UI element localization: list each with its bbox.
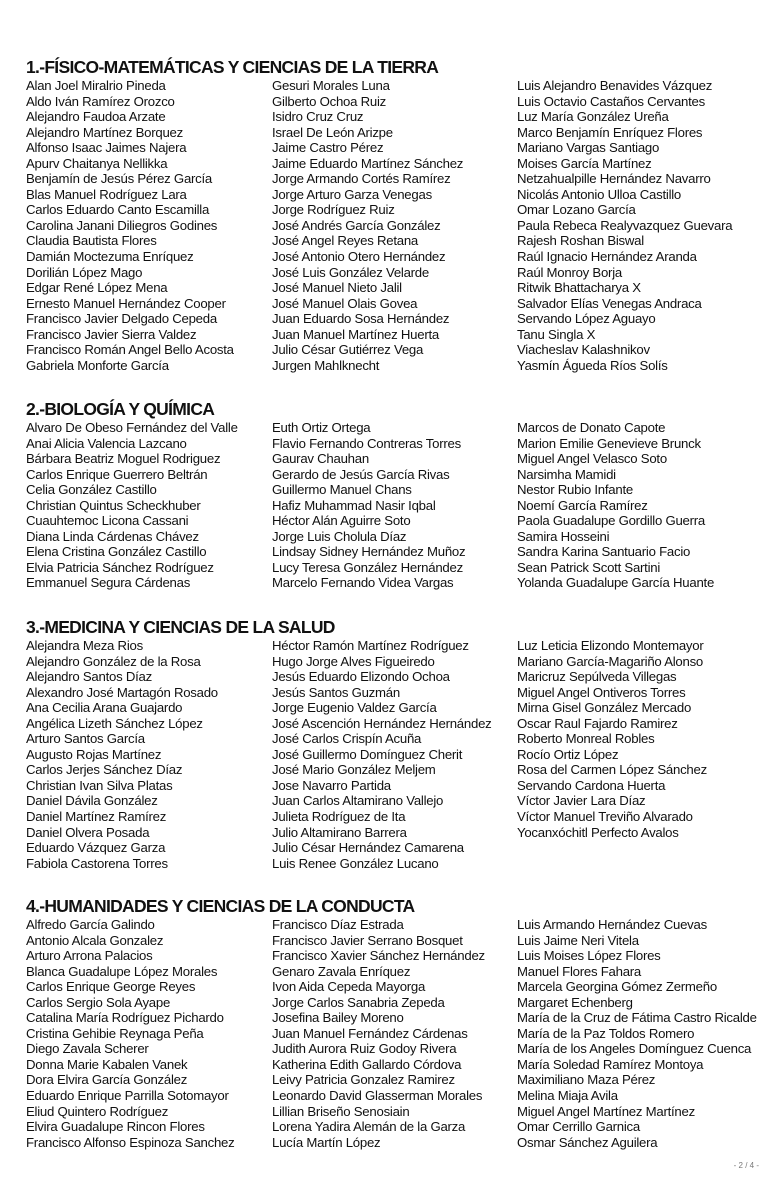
name-entry: Tanu Singla X — [517, 326, 596, 342]
name-entry: Rajesh Roshan Biswal — [517, 233, 644, 249]
name-entry: Isidro Cruz Cruz — [272, 109, 364, 125]
name-entry: Héctor Ramón Martínez Rodríguez — [272, 638, 469, 653]
name-entry: Elena Cristina González Castillo — [26, 544, 207, 560]
name-entry: Bárbara Beatriz Moguel Rodriguez — [26, 451, 221, 467]
name-entry: Paula Rebeca Realyvazquez Guevara — [517, 217, 733, 233]
name-entry: Julio Altamirano Barrera — [272, 824, 407, 840]
name-entry: Jose Navarro Partida — [272, 777, 391, 793]
names-column-2 — [272, 638, 492, 871]
section-title: 3.-MEDICINA Y CIENCIAS DE LA SALUD — [26, 617, 335, 637]
name-entry: Carlos Enrique Guerrero Beltrán — [26, 466, 208, 482]
name-entry: Jorge Carlos Sanabria Zepeda — [272, 994, 445, 1010]
name-entry: Salvador Elías Venegas Andraca — [517, 295, 702, 311]
name-entry: Leonardo David Glasserman Morales — [272, 1088, 483, 1104]
name-entry: Margaret Echenberg — [517, 994, 633, 1010]
name-entry: Christian Quintus Scheckhuber — [26, 497, 201, 513]
names-column-3 — [517, 78, 732, 373]
name-entry: Katherina Edith Gallardo Córdova — [272, 1056, 462, 1072]
name-entry: Omar Lozano García — [517, 202, 636, 218]
name-entry: Paola Guadalupe Gordillo Guerra — [517, 513, 705, 529]
name-entry: Daniel Dávila González — [26, 793, 158, 809]
name-entry: Julieta Rodríguez de Ita — [272, 809, 406, 825]
name-entry: Apurv Chaitanya Nellikka — [26, 155, 168, 171]
name-entry: Emmanuel Segura Cárdenas — [26, 575, 191, 591]
name-entry: Fabiola Castorena Torres — [26, 855, 168, 871]
name-entry: Aldo Iván Ramírez Orozco — [26, 93, 175, 109]
names-column-3 — [517, 420, 714, 591]
name-entry: Melina Miaja Avila — [517, 1088, 618, 1104]
name-entry: María Soledad Ramírez Montoya — [517, 1056, 704, 1072]
page-number: - 2 / 4 - — [733, 1161, 759, 1170]
name-entry: María de los Angeles Domínguez Cuenca — [517, 1041, 752, 1057]
name-entry: Anai Alicia Valencia Lazcano — [26, 435, 187, 451]
name-entry: Alejandro González de la Rosa — [26, 653, 201, 669]
name-entry: Juan Eduardo Sosa Hernández — [272, 311, 450, 327]
name-entry: Francisco Román Angel Bello Acosta — [26, 342, 234, 358]
name-entry: Luz María González Ureña — [517, 109, 669, 125]
name-entry: Luis Armando Hernández Cuevas — [517, 917, 707, 932]
name-entry: Jorge Arturo Garza Venegas — [272, 186, 432, 202]
name-entry: Jurgen Mahlknecht — [272, 357, 380, 373]
name-entry: Noemí García Ramírez — [517, 497, 648, 513]
name-entry: Marcos de Donato Capote — [517, 420, 666, 435]
name-entry: Daniel Olvera Posada — [26, 824, 150, 840]
name-entry: Ritwik Bhattacharya X — [517, 280, 641, 296]
name-entry: Carolina Janani Diliegros Godines — [26, 217, 218, 233]
name-entry: Osmar Sánchez Aguilera — [517, 1134, 658, 1150]
name-entry: Moises García Martínez — [517, 155, 652, 171]
name-entry: José Ascención Hernández Hernández — [272, 715, 492, 731]
name-entry: Servando Cardona Huerta — [517, 777, 666, 793]
name-entry: Roberto Monreal Robles — [517, 731, 655, 747]
name-entry: Cristina Gehibie Reynaga Peña — [26, 1025, 204, 1041]
name-entry: Servando López Aguayo — [517, 311, 656, 327]
names-column-1 — [26, 78, 234, 373]
name-entry: José Manuel Nieto Jalil — [272, 280, 402, 296]
name-entry: Alejandra Meza Rios — [26, 638, 143, 653]
name-entry: Donna Marie Kabalen Vanek — [26, 1056, 188, 1072]
name-entry: Francisco Xavier Sánchez Hernández — [272, 948, 485, 964]
name-entry: Leivy Patricia Gonzalez Ramirez — [272, 1072, 455, 1088]
name-entry: Diana Linda Cárdenas Chávez — [26, 528, 199, 544]
name-entry: María de la Cruz de Fátima Castro Ricalde — [517, 1010, 757, 1026]
name-entry: Daniel Martínez Ramírez — [26, 809, 167, 825]
name-entry: José Angel Reyes Retana — [272, 233, 419, 249]
name-entry: Genaro Zavala Enríquez — [272, 963, 411, 979]
name-entry: Jesús Santos Guzmán — [272, 684, 400, 700]
name-entry: Sean Patrick Scott Sartini — [517, 559, 661, 575]
name-entry: Miguel Angel Velasco Soto — [517, 451, 667, 467]
name-entry: Marcelo Fernando Videa Vargas — [272, 575, 454, 591]
name-entry: Ivon Aida Cepeda Mayorga — [272, 979, 426, 995]
name-entry: Francisco Javier Sierra Valdez — [26, 326, 197, 342]
name-entry: Hafiz Muhammad Nasir Iqbal — [272, 497, 436, 513]
name-entry: Oscar Raul Fajardo Ramirez — [517, 715, 678, 731]
name-entry: Miguel Angel Martínez Martínez — [517, 1103, 695, 1119]
name-entry: Hugo Jorge Alves Figueiredo — [272, 653, 435, 669]
name-entry: Alvaro De Obeso Fernández del Valle — [26, 420, 238, 435]
name-entry: Raúl Ignacio Hernández Aranda — [517, 249, 697, 265]
name-entry: Rocío Ortiz López — [517, 746, 619, 762]
name-entry: Nestor Rubio Infante — [517, 482, 633, 498]
name-entry: Nicolás Antonio Ulloa Castillo — [517, 186, 682, 202]
name-entry: Mariano Vargas Santiago — [517, 140, 660, 156]
name-entry: Eduardo Vázquez Garza — [26, 840, 166, 856]
name-entry: Luis Alejandro Benavides Vázquez — [517, 78, 713, 93]
names-column-3 — [517, 638, 707, 840]
name-entry: Elvia Patricia Sánchez Rodríguez — [26, 559, 214, 575]
name-entry: Julio César Hernández Camarena — [272, 840, 464, 856]
name-entry: Víctor Javier Lara Díaz — [517, 793, 646, 809]
name-entry: Rosa del Carmen López Sánchez — [517, 762, 707, 778]
name-entry: Flavio Fernando Contreras Torres — [272, 435, 461, 451]
name-entry: Christian Ivan Silva Platas — [26, 777, 173, 793]
name-entry: Francisco Javier Serrano Bosquet — [272, 932, 463, 948]
name-entry: Alfredo García Galindo — [26, 917, 155, 932]
name-entry: Alfonso Isaac Jaimes Najera — [26, 140, 187, 156]
name-entry: Samira Hosseini — [517, 528, 610, 544]
name-entry: Damián Moctezuma Enríquez — [26, 249, 194, 265]
name-entry: Lindsay Sidney Hernández Muñoz — [272, 544, 466, 560]
name-entry: Manuel Flores Fahara — [517, 963, 642, 979]
name-entry: Luis Octavio Castaños Cervantes — [517, 93, 705, 109]
name-entry: Juan Carlos Altamirano Vallejo — [272, 793, 444, 809]
name-entry: Lillian Briseño Senosiain — [272, 1103, 410, 1119]
name-entry: Claudia Bautista Flores — [26, 233, 157, 249]
name-entry: Israel De León Arizpe — [272, 124, 393, 140]
name-entry: Alejandro Santos Díaz — [26, 669, 152, 685]
name-entry: Alejandro Faudoa Arzate — [26, 109, 166, 125]
names-column-1 — [26, 420, 238, 591]
name-entry: Angélica Lizeth Sánchez López — [26, 715, 203, 731]
name-entry: Carlos Sergio Sola Ayape — [26, 994, 171, 1010]
name-entry: Ernesto Manuel Hernández Cooper — [26, 295, 226, 311]
name-entry: Jorge Eugenio Valdez García — [272, 700, 437, 716]
names-column-2 — [272, 917, 485, 1150]
name-entry: José Antonio Otero Hernández — [272, 249, 446, 265]
name-entry: José Manuel Olais Govea — [272, 295, 418, 311]
name-entry: Luis Jaime Neri Vitela — [517, 932, 639, 948]
name-entry: Celia González Castillo — [26, 482, 157, 498]
name-entry: Marion Emilie Genevieve Brunck — [517, 435, 701, 451]
name-entry: Judith Aurora Ruiz Godoy Rivera — [272, 1041, 457, 1057]
name-entry: Antonio Alcala Gonzalez — [26, 932, 164, 948]
name-entry: Josefina Bailey Moreno — [272, 1010, 404, 1026]
name-entry: Catalina María Rodríguez Pichardo — [26, 1010, 224, 1026]
name-entry: Dora Elvira García González — [26, 1072, 188, 1088]
name-entry: José Luis González Velarde — [272, 264, 429, 280]
name-entry: Francisco Alfonso Espinoza Sanchez — [26, 1134, 235, 1150]
name-entry: Alexandro José Martagón Rosado — [26, 684, 218, 700]
name-entry: Augusto Rojas Martínez — [26, 746, 162, 762]
name-entry: Blanca Guadalupe López Morales — [26, 963, 218, 979]
name-entry: Arturo Arrona Palacios — [26, 948, 153, 964]
names-column-1 — [26, 917, 234, 1150]
name-entry: Elvira Guadalupe Rincon Flores — [26, 1119, 205, 1135]
name-entry: Víctor Manuel Treviño Alvarado — [517, 809, 693, 825]
name-entry: Lorena Yadira Alemán de la Garza — [272, 1119, 466, 1135]
name-entry: Luis Renee González Lucano — [272, 855, 439, 871]
name-entry: Gesuri Morales Luna — [272, 78, 390, 93]
name-entry: Diego Zavala Scherer — [26, 1041, 149, 1057]
name-entry: Jorge Rodríguez Ruiz — [272, 202, 395, 218]
name-entry: Gaurav Chauhan — [272, 451, 369, 467]
name-entry: Sandra Karina Santuario Facio — [517, 544, 691, 560]
name-entry: Viacheslav Kalashnikov — [517, 342, 650, 358]
name-entry: Cuauhtemoc Licona Cassani — [26, 513, 189, 529]
name-entry: María de la Paz Toldos Romero — [517, 1025, 695, 1041]
name-entry: Edgar René López Mena — [26, 280, 168, 296]
name-entry: Gerardo de Jesús García Rivas — [272, 466, 450, 482]
name-entry: José Guillermo Domínguez Cherit — [272, 746, 463, 762]
name-entry: Héctor Alán Aguirre Soto — [272, 513, 411, 529]
name-entry: Mariano García-Magariño Alonso — [517, 653, 704, 669]
name-entry: Raúl Monroy Borja — [517, 264, 622, 280]
name-entry: Yocanxóchitl Perfecto Avalos — [517, 824, 679, 840]
name-entry: Eliud Quintero Rodríguez — [26, 1103, 169, 1119]
name-entry: Miguel Angel Ontiveros Torres — [517, 684, 686, 700]
name-entry: Carlos Enrique George Reyes — [26, 979, 196, 995]
names-column-2 — [272, 420, 465, 591]
name-entry: Luz Leticia Elizondo Montemayor — [517, 638, 704, 653]
name-entry: Luis Moises López Flores — [517, 948, 661, 964]
name-entry: Juan Manuel Martínez Huerta — [272, 326, 439, 342]
name-entry: Jesús Eduardo Elizondo Ochoa — [272, 669, 450, 685]
name-entry: Yolanda Guadalupe García Huante — [517, 575, 715, 591]
name-entry: Omar Cerrillo Garnica — [517, 1119, 640, 1135]
name-entry: Carlos Eduardo Canto Escamilla — [26, 202, 210, 218]
name-entry: Blas Manuel Rodríguez Lara — [26, 186, 187, 202]
name-entry: Jorge Luis Cholula Díaz — [272, 528, 407, 544]
names-column-2 — [272, 78, 463, 373]
name-entry: Maricruz Sepúlveda Villegas — [517, 669, 677, 685]
name-entry: Gilberto Ochoa Ruiz — [272, 93, 386, 109]
name-entry: Juan Manuel Fernández Cárdenas — [272, 1025, 468, 1041]
name-entry: Maximiliano Maza Pérez — [517, 1072, 656, 1088]
name-entry: Narsimha Mamidi — [517, 466, 616, 482]
name-entry: Lucy Teresa González Hernández — [272, 559, 463, 575]
name-entry: Carlos Jerjes Sánchez Díaz — [26, 762, 183, 778]
name-entry: Marcela Georgina Gómez Zermeño — [517, 979, 717, 995]
section-title: 2.-BIOLOGÍA Y QUÍMICA — [26, 399, 215, 419]
name-entry: Mirna Gisel González Mercado — [517, 700, 692, 716]
section-title: 1.-FÍSICO-MATEMÁTICAS Y CIENCIAS DE LA TIERRA — [26, 57, 439, 77]
name-entry: José Andrés García González — [272, 217, 441, 233]
name-entry: Jaime Castro Pérez — [272, 140, 384, 156]
name-entry: Francisco Javier Delgado Cepeda — [26, 311, 217, 327]
name-entry: Francisco Díaz Estrada — [272, 917, 404, 932]
name-entry: Alejandro Martínez Borquez — [26, 124, 183, 140]
name-entry: Ana Cecilia Arana Guajardo — [26, 700, 183, 716]
section-title: 4.-HUMANIDADES Y CIENCIAS DE LA CONDUCTA — [26, 896, 415, 916]
name-entry: Gabriela Monforte García — [26, 357, 169, 373]
names-column-3 — [517, 917, 757, 1150]
name-entry: Eduardo Enrique Parrilla Sotomayor — [26, 1088, 229, 1104]
name-entry: Benjamín de Jesús Pérez García — [26, 171, 213, 187]
name-entry: Alan Joel Miralrio Pineda — [26, 78, 166, 93]
name-entry: Jaime Eduardo Martínez Sánchez — [272, 155, 464, 171]
name-entry: Netzahualpille Hernández Navarro — [517, 171, 711, 187]
name-entry: Arturo Santos García — [26, 731, 145, 747]
name-entry: Dorilián López Mago — [26, 264, 143, 280]
name-entry: Yasmín Águeda Ríos Solís — [517, 357, 668, 373]
name-entry: Lucía Martín López — [272, 1134, 381, 1150]
name-entry: Euth Ortiz Ortega — [272, 420, 371, 435]
name-entry: Julio César Gutiérrez Vega — [272, 342, 424, 358]
name-entry: Marco Benjamín Enríquez Flores — [517, 124, 703, 140]
name-entry: José Mario González Meljem — [272, 762, 436, 778]
name-entry: Guillermo Manuel Chans — [272, 482, 412, 498]
names-column-1 — [26, 638, 218, 871]
name-entry: José Carlos Crispín Acuña — [272, 731, 422, 747]
name-entry: Jorge Armando Cortés Ramírez — [272, 171, 451, 187]
